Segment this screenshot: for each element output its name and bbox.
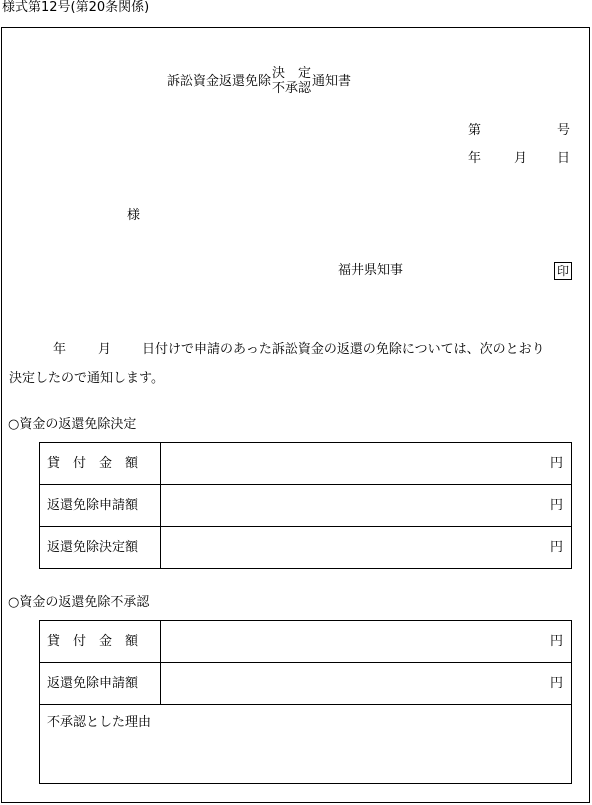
loan-amount-unit: 円 bbox=[161, 621, 572, 663]
title-choice-decision: 決 定 bbox=[272, 66, 312, 81]
body-year: 年 bbox=[53, 342, 67, 357]
exemption-request-unit: 円 bbox=[161, 663, 572, 705]
table-row bbox=[40, 443, 572, 485]
exemption-request-unit: 円 bbox=[161, 485, 572, 527]
table-row bbox=[40, 705, 572, 784]
table-row bbox=[40, 527, 572, 569]
section-rejection-heading: ○資金の返還免除不承認 bbox=[8, 595, 150, 610]
body-line1: 日付けで申請のあった訴訟資金の返還の免除については、次のとおり bbox=[142, 342, 545, 357]
section-decision-heading: ○資金の返還免除決定 bbox=[8, 417, 137, 432]
exemption-decided-label: 返還免除決定額 bbox=[40, 527, 161, 569]
loan-amount-unit: 円 bbox=[161, 443, 572, 485]
exemption-request-label: 返還免除申請額 bbox=[40, 485, 161, 527]
body-line2: 決定したので通知します。 bbox=[9, 371, 164, 386]
table-row bbox=[40, 621, 572, 663]
rejection-table bbox=[39, 620, 572, 784]
seal-mark: 印 bbox=[554, 262, 572, 280]
form-id: 様式第12号(第20条関係) bbox=[2, 0, 150, 15]
document-title bbox=[167, 66, 351, 96]
title-choice-rejection: 不承認 bbox=[272, 81, 312, 96]
addressee-suffix: 様 bbox=[127, 208, 141, 223]
exemption-decided-unit: 円 bbox=[161, 527, 572, 569]
doc-number-dai: 第 bbox=[468, 123, 482, 138]
decision-table bbox=[39, 442, 572, 569]
title-suffix: 通知書 bbox=[312, 73, 352, 89]
title-choice bbox=[272, 66, 311, 96]
exemption-request-label: 返還免除申請額 bbox=[40, 663, 161, 705]
doc-date-day: 日 bbox=[557, 151, 571, 166]
issuer-name: 福井県知事 bbox=[338, 263, 404, 278]
doc-date-year: 年 bbox=[468, 151, 482, 166]
body-month: 月 bbox=[98, 342, 112, 357]
doc-number-go: 号 bbox=[557, 123, 571, 138]
table-row bbox=[40, 485, 572, 527]
title-prefix: 訴訟資金返還免除 bbox=[167, 73, 272, 89]
rejection-reason-label: 不承認とした理由 bbox=[40, 705, 572, 784]
loan-amount-label: 貸 付 金 額 bbox=[40, 443, 161, 485]
loan-amount-label: 貸 付 金 額 bbox=[40, 621, 161, 663]
table-row bbox=[40, 663, 572, 705]
doc-date-month: 月 bbox=[514, 151, 528, 166]
